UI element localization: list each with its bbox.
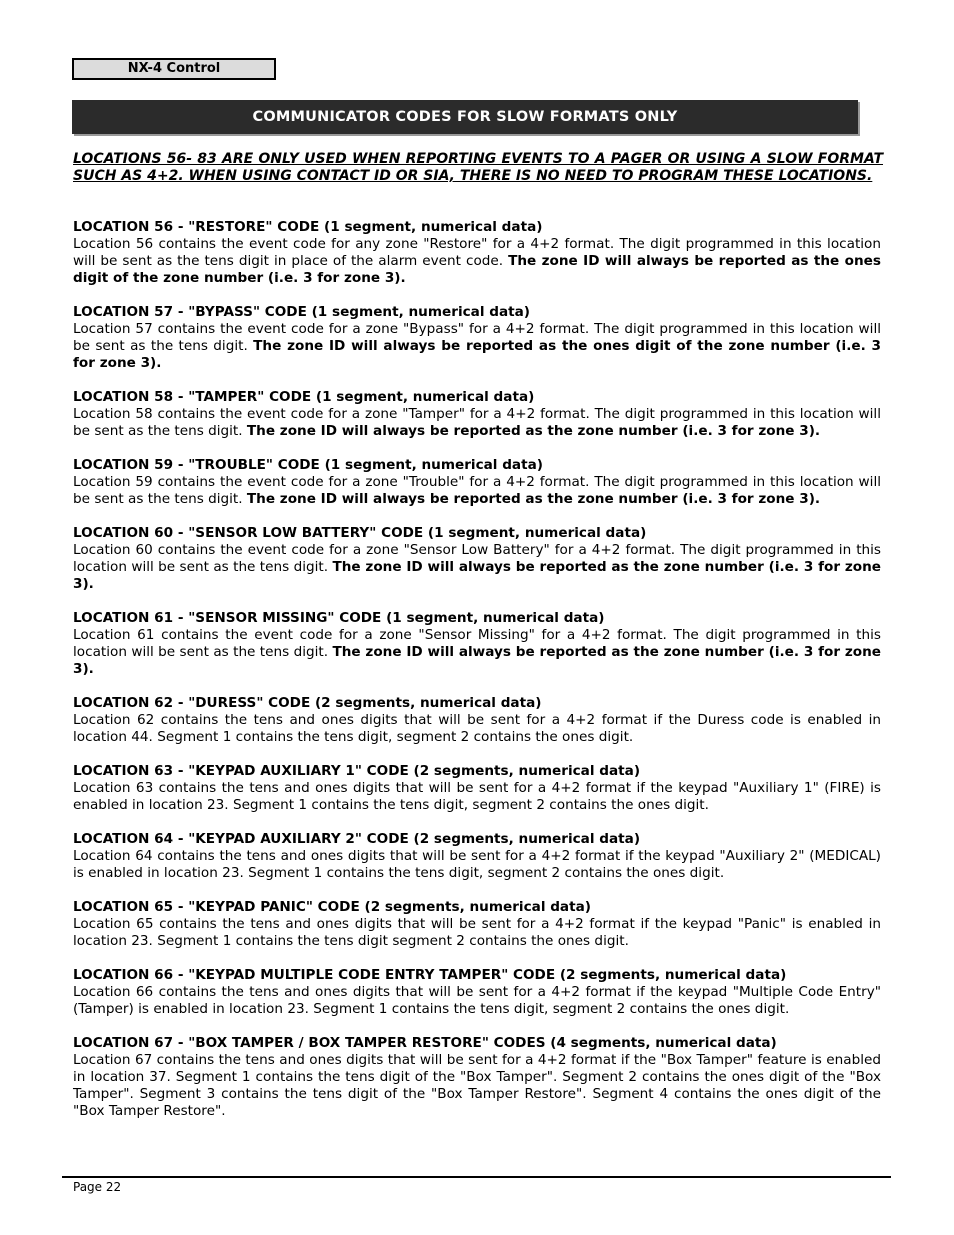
location-entry	[73, 389, 881, 440]
location-bold-note: The zone ID will always be reported as the zone number (i.e. 3 for zone 3).	[73, 644, 881, 677]
location-heading: LOCATION 57 - "BYPASS" CODE (1 segment, numerical data)	[73, 304, 531, 320]
location-entry	[73, 304, 881, 372]
location-entry	[73, 967, 881, 1018]
page-number: Page 22	[73, 1180, 122, 1194]
location-body: Location 59 contains the event code for a zone "Trouble" for a 4+2 format. The digit programmed in this location will be sent as the tens digit.	[73, 474, 881, 507]
location-body: Location 60 contains the event code for a zone "Sensor Low Battery" for a 4+2 format. The digit programmed in this location will be sent as the tens digit.	[73, 542, 881, 575]
location-description	[73, 236, 881, 287]
location-entry	[73, 899, 881, 950]
location-description	[73, 780, 881, 814]
location-heading: LOCATION 58 - "TAMPER" CODE (1 segment, numerical data)	[73, 389, 535, 405]
location-entry	[73, 695, 881, 746]
location-description	[73, 984, 881, 1018]
location-heading: LOCATION 59 - "TROUBLE" CODE (1 segment, numerical data)	[73, 457, 543, 473]
location-bold-note: The zone ID will always be reported as the zone number (i.e. 3 for zone 3).	[246, 491, 821, 507]
location-body: Location 63 contains the tens and ones digits that will be sent for a 4+2 format if the keypad "Auxiliary 1" (FIRE) is enabled in location 23. Segment 1 contains the tens digit, segment 2 contains the ones digit.	[73, 780, 881, 813]
location-description	[73, 627, 881, 678]
location-entry	[73, 831, 881, 882]
location-entry	[73, 610, 881, 678]
location-bold-note: The zone ID will always be reported as the ones digit of the zone number (i.e. 3 for zone 3).	[73, 338, 881, 371]
location-heading: LOCATION 65 - "KEYPAD PANIC" CODE (2 segments, numerical data)	[73, 899, 591, 915]
location-bold-note: The zone ID will always be reported as the zone number (i.e. 3 for zone 3).	[73, 559, 881, 592]
location-bold-note: The zone ID will always be reported as the zone number (i.e. 3 for zone 3).	[246, 423, 821, 439]
location-description	[73, 1052, 881, 1120]
location-heading: LOCATION 60 - "SENSOR LOW BATTERY" CODE (1 segment, numerical data)	[73, 525, 647, 541]
location-body: Location 65 contains the tens and ones digits that will be sent for a 4+2 format if the keypad "Panic" is enabled in location 23. Segment 1 contains the tens digit segment 2 contains the ones digit.	[73, 916, 881, 949]
location-bold-note: The zone ID will always be reported as the ones digit of the zone number (i.e. 3 for zone 3).	[73, 253, 881, 286]
location-description	[73, 321, 881, 372]
location-entry	[73, 1035, 881, 1120]
location-description	[73, 916, 881, 950]
section-title: COMMUNICATOR CODES FOR SLOW FORMATS ONLY	[252, 109, 678, 125]
location-body: Location 61 contains the event code for a zone "Sensor Missing" for a 4+2 format. The digit programmed in this location will be sent as the tens digit.	[73, 627, 881, 660]
location-body: Location 66 contains the tens and ones digits that will be sent for a 4+2 format if the keypad "Multiple Code Entry" (Tamper) is enabled in location 23. Segment 1 contains the tens digit, segment 2 contains the ones digit.	[73, 984, 881, 1017]
location-description	[73, 406, 881, 440]
document-header-label: NX-4 Control	[72, 58, 276, 80]
section-title-bar	[72, 100, 858, 134]
location-heading: LOCATION 64 - "KEYPAD AUXILIARY 2" CODE (2 segments, numerical data)	[73, 831, 641, 847]
location-entry	[73, 457, 881, 508]
location-heading: LOCATION 63 - "KEYPAD AUXILIARY 1" CODE (2 segments, numerical data)	[73, 763, 641, 779]
location-body: Location 57 contains the event code for a zone "Bypass" for a 4+2 format. The digit programmed in this location will be sent as the tens digit.	[73, 321, 881, 354]
location-heading: LOCATION 67 - "BOX TAMPER / BOX TAMPER RESTORE" CODES (4 segments, numerical data)	[73, 1035, 777, 1051]
location-entry	[73, 525, 881, 593]
location-description	[73, 848, 881, 882]
location-heading: LOCATION 56 - "RESTORE" CODE (1 segment, numerical data)	[73, 219, 543, 235]
location-body: Location 58 contains the event code for a zone "Tamper" for a 4+2 format. The digit programmed in this location will be sent as the tens digit.	[73, 406, 881, 439]
location-body: Location 64 contains the tens and ones digits that will be sent for a 4+2 format if the keypad "Auxiliary 2" (MEDICAL) is enabled in location 23. Segment 1 contains the tens digit, segment 2 contains the ones digit.	[73, 848, 881, 881]
intro-notice: LOCATIONS 56- 83 ARE ONLY USED WHEN REPORTING EVENTS TO A PAGER OR USING A SLOW FORMAT SUCH AS 4+2. WHEN USING CONTACT ID OR SIA, THERE IS NO NEED TO PROGRAM THESE LOCATIONS.	[73, 151, 883, 184]
location-heading: LOCATION 66 - "KEYPAD MULTIPLE CODE ENTRY TAMPER" CODE (2 segments, numerical data)	[73, 967, 787, 983]
location-description	[73, 542, 881, 593]
locations-list	[73, 219, 881, 1137]
location-body: Location 56 contains the event code for any zone "Restore" for a 4+2 format. The digit programmed in this location will be sent as the tens digit in place of the alarm event code.	[73, 236, 881, 269]
footer-divider	[62, 1176, 891, 1178]
location-heading: LOCATION 62 - "DURESS" CODE (2 segments, numerical data)	[73, 695, 542, 711]
location-description	[73, 474, 881, 508]
location-description	[73, 712, 881, 746]
location-entry	[73, 219, 881, 287]
location-body: Location 62 contains the tens and ones digits that will be sent for a 4+2 format if the Duress code is enabled in location 44. Segment 1 contains the tens digit, segment 2 contains the ones digit.	[73, 712, 881, 745]
location-entry	[73, 763, 881, 814]
location-body: Location 67 contains the tens and ones digits that will be sent for a 4+2 format if the "Box Tamper" feature is enabled in location 37. Segment 1 contains the tens digit of the "Box Tamper". Segment 2 contains the ones digit of the "Box Tamper". Segment 3 contains the tens digit of the "Box Tamper Restore". Segment 4 contains the ones digit of the "Box Tamper Restore".	[73, 1052, 881, 1119]
location-heading: LOCATION 61 - "SENSOR MISSING" CODE (1 segment, numerical data)	[73, 610, 605, 626]
